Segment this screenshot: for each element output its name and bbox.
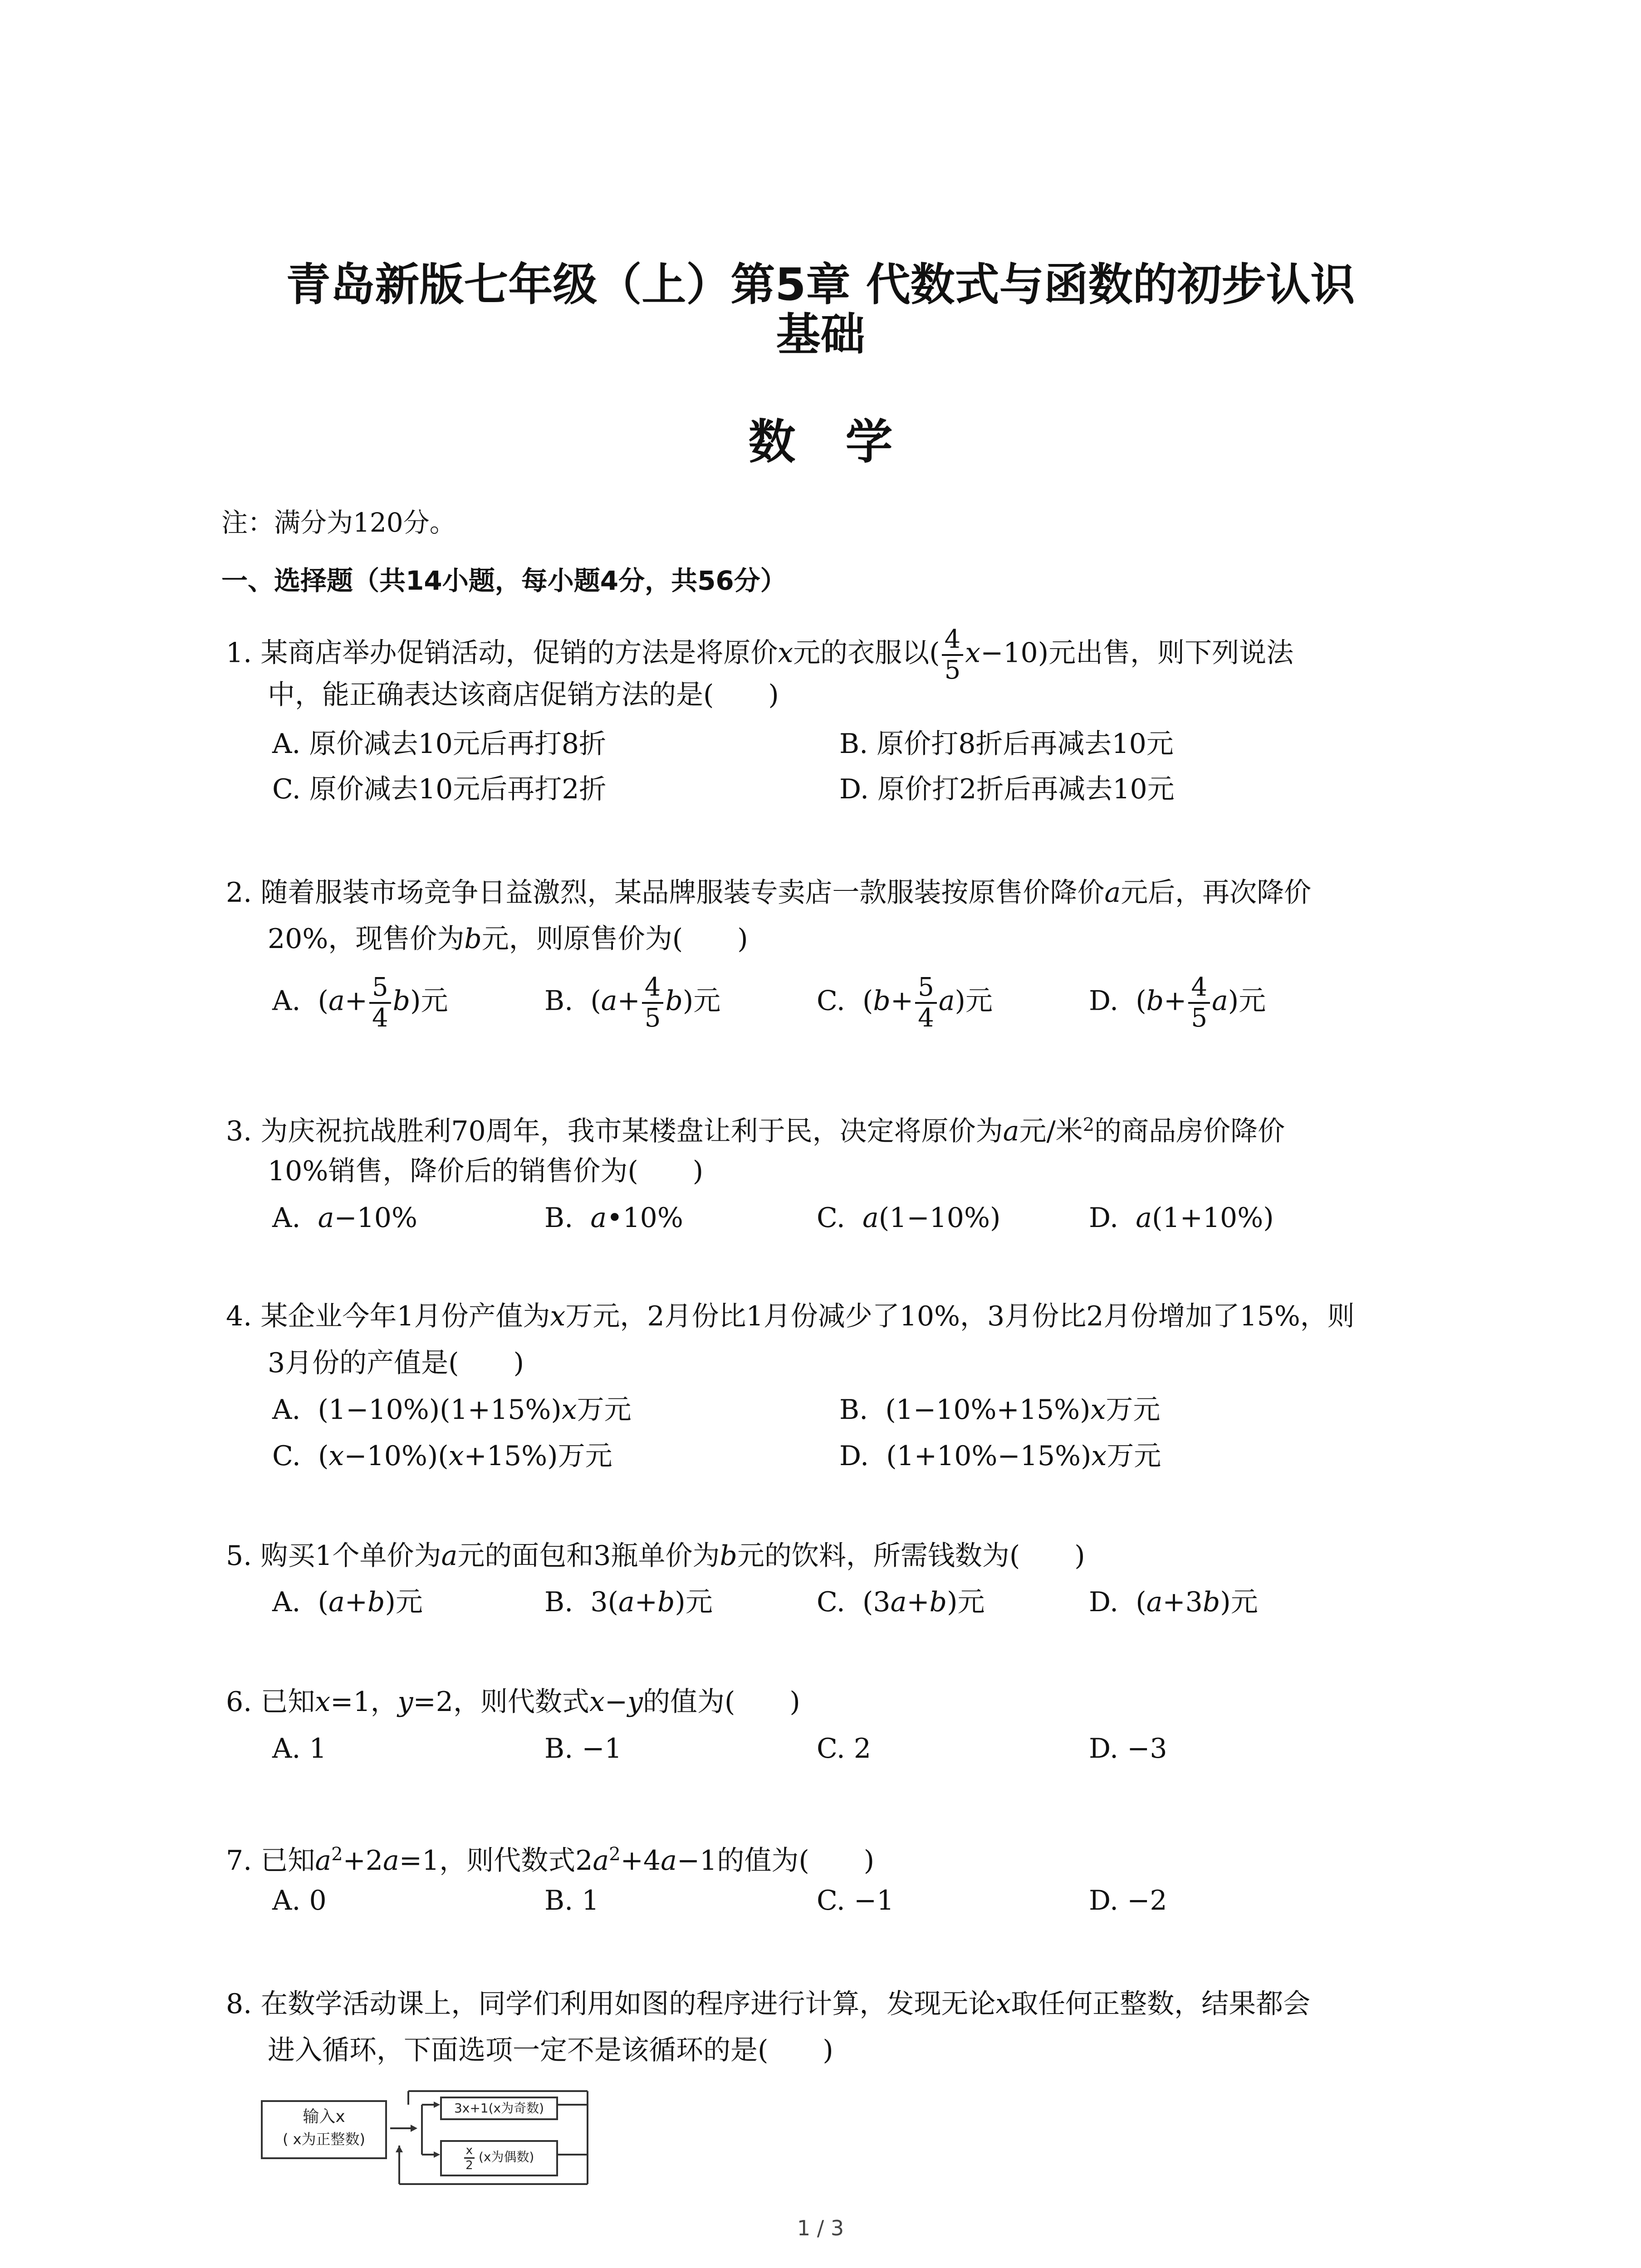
page-title: 青岛新版七年级（上）第5章 代数式与函数的初步认识 xyxy=(286,259,1355,311)
q3-option-b: B. a•10% xyxy=(544,1202,683,1234)
q3-option-c: C. a(1−10%) xyxy=(817,1202,1001,1234)
q7-option-c: C. −1 xyxy=(817,1885,894,1916)
q3-option-d: D. a(1+10%) xyxy=(1089,1202,1274,1234)
q5-option-b: B. 3(a+b)元 xyxy=(544,1586,713,1618)
q2-option-a: A. (a+ $\frac{5}{4}$ b)元 xyxy=(272,973,448,1033)
q2-line2: 20%，现售价为b元，则原售价为( ) xyxy=(268,923,748,955)
q1-line2: 中，能正确表达该商店促销方法的是( ) xyxy=(268,679,779,711)
q8-line2: 进入循环，下面选项一定不是该循环的是( ) xyxy=(268,2034,833,2066)
q6-option-c: C. 2 xyxy=(817,1733,872,1765)
section-heading: 一、选择题（共14小题，每小题4分，共56分） xyxy=(221,565,787,596)
q5-line1: 5. 购买1个单价为a元的面包和3瓶单价为b元的饮料，所需钱数为( ) xyxy=(226,1540,1085,1572)
q4-option-b: B. (1−10%+15%)x万元 xyxy=(839,1394,1161,1426)
q1-option-d: D. 原价打2折后再减去10元 xyxy=(839,773,1175,805)
q4-line1: 4. 某企业今年1月份产值为x万元，2月份比1月份减少了10%，3月份比2月份增加了15%，则 xyxy=(226,1300,1355,1332)
subject-heading: 数学 xyxy=(748,414,943,469)
flowchart-input-box: 输入x ( x为正整数) xyxy=(261,2100,387,2159)
q5-option-c: C. (3a+b)元 xyxy=(817,1586,985,1618)
flowchart-even-box: $\frac{x}{2}$ (x为偶数) xyxy=(440,2140,558,2176)
q7-option-b: B. 1 xyxy=(544,1885,599,1916)
q8-line1: 8. 在数学活动课上，同学们利用如图的程序进行计算，发现无论x取任何正整数，结果都会 xyxy=(226,1988,1311,2020)
q5-option-d: D. (a+3b)元 xyxy=(1089,1586,1258,1618)
q1-line1: 1. 某商店举办促销活动，促销的方法是将原价x元的衣服以( $\frac{4}{5}$ x−10)元出售，则下列说法 xyxy=(226,625,1294,685)
q4-option-d: D. (1+10%−15%)x万元 xyxy=(839,1440,1161,1472)
q4-option-a: A. (1−10%)(1+15%)x万元 xyxy=(272,1394,632,1426)
q2-line1: 2. 随着服装市场竞争日益激烈，某品牌服装专卖店一款服装按原售价降价a元后，再次降价 xyxy=(226,877,1312,909)
q7-option-a: A. 0 xyxy=(272,1885,327,1916)
q4-line2: 3月份的产值是( ) xyxy=(268,1347,524,1379)
q2-option-b: B. (a+ $\frac{4}{5}$ b)元 xyxy=(544,973,721,1033)
q5-option-a: A. (a+b)元 xyxy=(272,1586,423,1618)
q4-option-c: C. (x−10%)(x+15%)万元 xyxy=(272,1440,612,1472)
q6-option-d: D. −3 xyxy=(1089,1733,1167,1765)
q3-line1: 3. 为庆祝抗战胜利70周年，我市某楼盘让利于民，决定将原价为a元/米$^2$的商品房价降价 xyxy=(226,1114,1285,1147)
page-title-line2: 基础 xyxy=(776,309,865,361)
q1-option-b: B. 原价打8折后再减去10元 xyxy=(839,728,1174,760)
q7-option-d: D. −2 xyxy=(1089,1885,1167,1916)
flowchart-odd-box: 3x+1(x为奇数) xyxy=(440,2097,558,2120)
q3-option-a: A. a−10% xyxy=(272,1202,417,1234)
q1-option-c: C. 原价减去10元后再打2折 xyxy=(272,773,607,805)
q6-option-a: A. 1 xyxy=(272,1733,327,1765)
q3-line2: 10%销售，降价后的销售价为( ) xyxy=(268,1155,704,1187)
q2-option-d: D. (b+ $\frac{4}{5}$ a)元 xyxy=(1089,973,1266,1033)
score-note: 注：满分为120分。 xyxy=(221,507,456,538)
page-number: 1 / 3 xyxy=(797,2216,844,2240)
q1-option-a: A. 原价减去10元后再打8折 xyxy=(272,728,606,760)
q2-option-c: C. (b+ $\frac{5}{4}$ a)元 xyxy=(817,973,993,1033)
fraction: $\frac{4}{5}$ xyxy=(942,625,964,685)
q6-option-b: B. −1 xyxy=(544,1733,622,1765)
q6-line1: 6. 已知x=1，y=2，则代数式x−y的值为( ) xyxy=(226,1686,800,1718)
q7-line1: 7. 已知$a^2+2a=1$，则代数式$2a^2+4a-1$的值为( ) xyxy=(226,1844,875,1877)
